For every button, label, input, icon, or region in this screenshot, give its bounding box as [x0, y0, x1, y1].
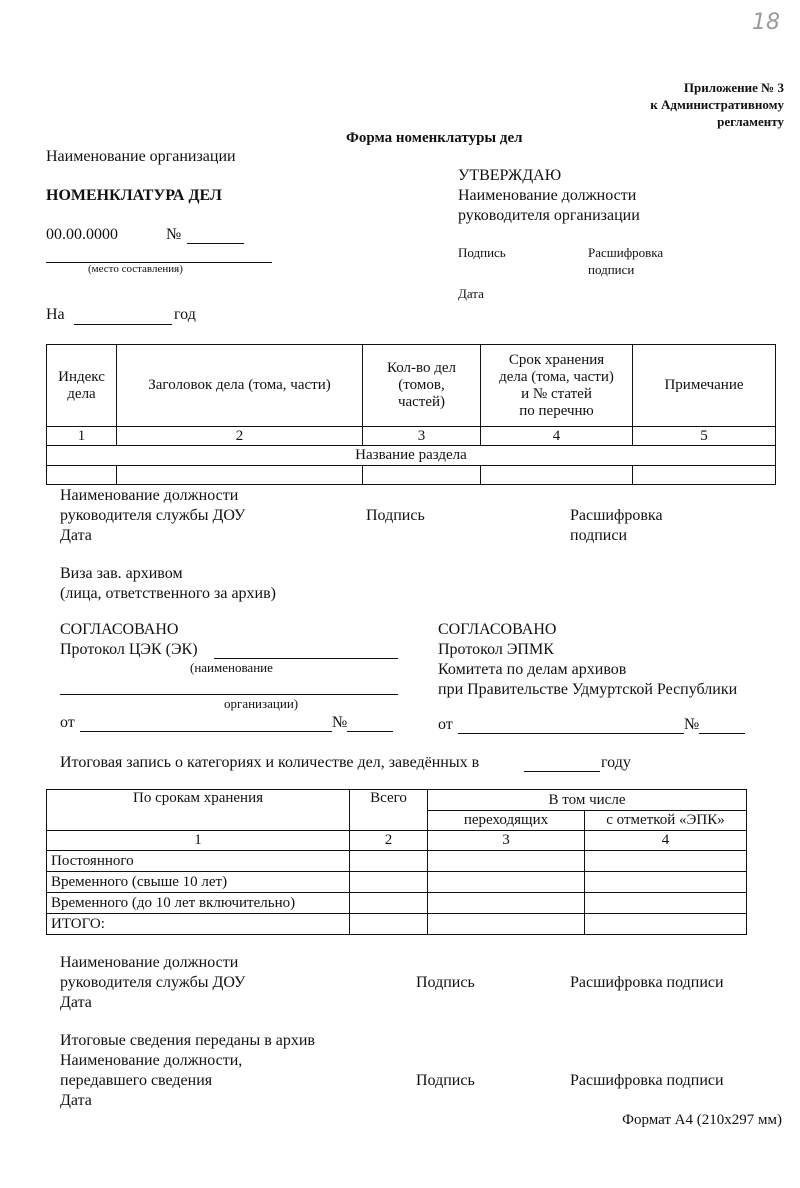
agreed-left-hint-1: (наименование [190, 660, 273, 675]
agreed-right-date-underline [458, 733, 684, 734]
empty-cell [428, 914, 585, 935]
approval-transcript-1: Расшифровка [588, 245, 664, 260]
header-title: Заголовок дела (тома, части) [117, 345, 363, 427]
approval-date: Дата [458, 286, 484, 301]
sig3-line-1: Итоговые сведения переданы в архив [60, 1032, 315, 1049]
summary-table [46, 789, 747, 935]
agreed-right-number: № [684, 716, 700, 733]
summary-header-row [47, 790, 747, 811]
sig1-transcript-2: подписи [570, 527, 628, 544]
table-row [47, 914, 747, 935]
summary-num-1: 1 [47, 831, 350, 851]
appendix-line-1: Приложение № 3 [683, 80, 784, 95]
table-header-row [47, 345, 776, 427]
empty-cell [428, 893, 585, 914]
sig1-date: Дата [60, 527, 92, 544]
sig1-transcript-1: Расшифровка [570, 507, 663, 524]
agreed-left-protocol: Протокол ЦЭК (ЭК) [60, 641, 198, 658]
empty-cell [350, 851, 428, 872]
summary-year-underline [524, 771, 600, 772]
sig2-transcript: Расшифровка подписи [570, 974, 724, 991]
empty-cell [350, 914, 428, 935]
summary-num-4: 4 [585, 831, 747, 851]
approval-position-1: Наименование должности [458, 187, 637, 204]
sig3-line-3: передавшего сведения [60, 1072, 213, 1089]
agreed-left-from: от [60, 714, 75, 731]
agreed-right-committee: Комитета по делам архивов [438, 661, 627, 678]
summary-col-storage: По срокам хранения [47, 790, 350, 831]
empty-cell [428, 851, 585, 872]
summary-col-total: Всего [350, 790, 428, 831]
summary-num-2: 2 [350, 831, 428, 851]
approval-transcript-2: подписи [588, 262, 635, 277]
appendix-line-3: регламенту [717, 114, 784, 129]
empty-cell [481, 466, 633, 485]
year-suffix: год [174, 306, 196, 323]
sig3-transcript: Расшифровка подписи [570, 1072, 724, 1089]
visa-line-1: Виза зав. архивом [60, 565, 183, 582]
sig2-signature: Подпись [416, 974, 475, 991]
col-num-2: 2 [117, 427, 363, 446]
agreed-right-government: при Правительстве Удмуртской Республики [438, 681, 738, 698]
org-underline [60, 694, 398, 695]
summary-num-3: 3 [428, 831, 585, 851]
format-note: Формат А4 (210х297 мм) [622, 1112, 782, 1128]
summary-prefix: Итоговая запись о категориях и количестве дел, заведённых в [60, 754, 480, 771]
agreed-left-date-underline [80, 731, 332, 732]
agreed-left-number: № [332, 714, 348, 731]
row-label: ИТОГО: [47, 914, 350, 935]
year-underline [74, 324, 172, 325]
protocol-underline [214, 658, 398, 659]
agreed-left-number-underline [347, 731, 393, 732]
empty-cell [585, 893, 747, 914]
empty-cell [585, 872, 747, 893]
visa-line-2: (лица, ответственного за архив) [60, 585, 276, 602]
table-row [47, 851, 747, 872]
agreed-right-heading: СОГЛАСОВАНО [438, 621, 557, 638]
column-number-row [47, 427, 776, 446]
sig2-date: Дата [60, 994, 92, 1011]
year-prefix: На [46, 306, 65, 323]
empty-cell [585, 851, 747, 872]
table-row [47, 466, 776, 485]
summary-col-including: В том числе [428, 790, 747, 811]
summary-col-epk: с отметкой «ЭПК» [585, 811, 747, 831]
table-row [47, 893, 747, 914]
org-name-label: Наименование организации [46, 148, 236, 165]
col-num-1: 1 [47, 427, 117, 446]
sig1-signature: Подпись [366, 507, 425, 524]
agreed-right-protocol: Протокол ЭПМК [438, 641, 554, 658]
number-underline [187, 243, 244, 244]
header-index: Индекс дела [47, 345, 117, 427]
sig1-position-2: руководителя службы ДОУ [60, 507, 246, 524]
empty-cell [350, 872, 428, 893]
approval-heading: УТВЕРЖДАЮ [458, 167, 562, 184]
header-note: Примечание [633, 345, 776, 427]
sig2-position-2: руководителя службы ДОУ [60, 974, 246, 991]
header-retention: Срок хранения дела (тома, части) и № статей по перечню [481, 345, 633, 427]
nomenclature-table [46, 344, 776, 485]
number-label: № [166, 226, 182, 243]
header-count: Кол-во дел (томов, частей) [363, 345, 481, 427]
appendix-line-2: к Административному [650, 97, 784, 112]
empty-cell [350, 893, 428, 914]
table-row [47, 872, 747, 893]
place-label: (место составления) [88, 263, 183, 275]
sig3-line-2: Наименование должности, [60, 1052, 243, 1069]
section-row [47, 446, 776, 466]
empty-cell [117, 466, 363, 485]
summary-number-row [47, 831, 747, 851]
section-name: Название раздела [47, 446, 776, 466]
empty-cell [428, 872, 585, 893]
row-label: Постоянного [47, 851, 350, 872]
empty-cell [585, 914, 747, 935]
sig3-date: Дата [60, 1092, 92, 1109]
agreed-left-heading: СОГЛАСОВАНО [60, 621, 179, 638]
empty-cell [47, 466, 117, 485]
col-num-4: 4 [481, 427, 633, 446]
empty-cell [363, 466, 481, 485]
summary-suffix: году [601, 754, 631, 771]
approval-signature: Подпись [458, 245, 506, 260]
doc-title: НОМЕНКЛАТУРА ДЕЛ [46, 187, 222, 204]
agreed-left-hint-2: организации) [224, 696, 299, 711]
date-placeholder: 00.00.0000 [46, 226, 118, 243]
form-title: Форма номенклатуры дел [346, 130, 523, 146]
approval-position-2: руководителя организации [458, 207, 640, 224]
page-number: 18 [752, 10, 780, 35]
agreed-right-number-underline [699, 733, 745, 734]
sig1-position-1: Наименование должности [60, 487, 239, 504]
agreed-right-from: от [438, 716, 453, 733]
empty-cell [633, 466, 776, 485]
sig2-position-1: Наименование должности [60, 954, 239, 971]
row-label: Временного (свыше 10 лет) [47, 872, 350, 893]
summary-col-transitional: переходящих [428, 811, 585, 831]
row-label: Временного (до 10 лет включительно) [47, 893, 350, 914]
sig3-signature: Подпись [416, 1072, 475, 1089]
col-num-3: 3 [363, 427, 481, 446]
col-num-5: 5 [633, 427, 776, 446]
